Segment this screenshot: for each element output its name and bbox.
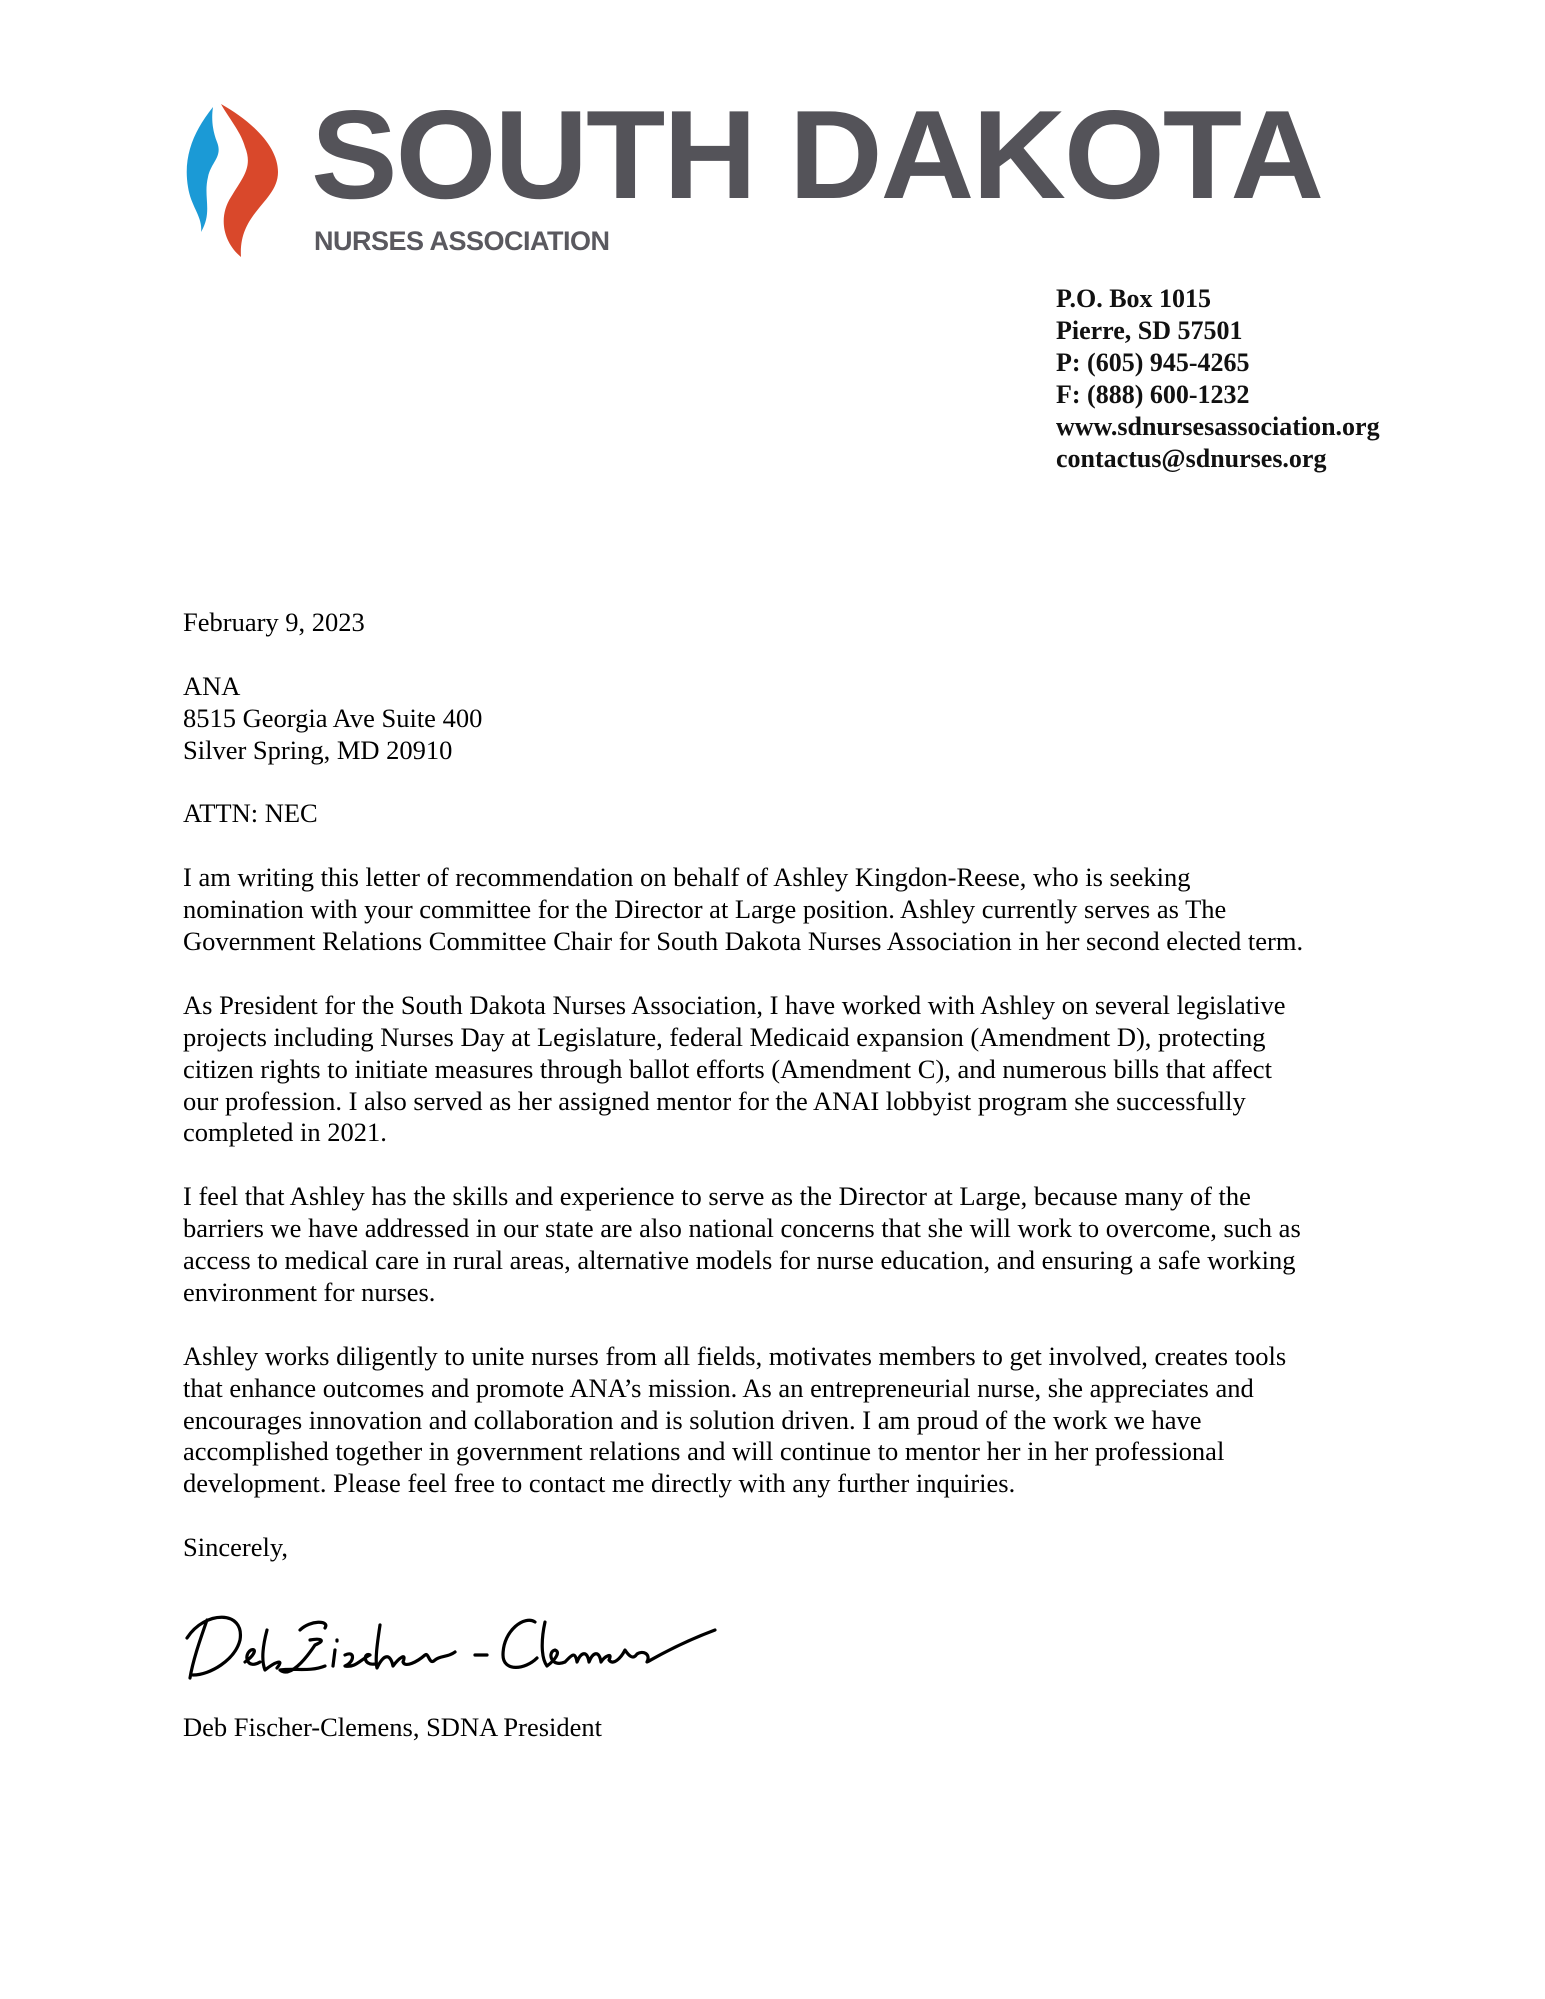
recipient-city: Silver Spring, MD 20910 (183, 734, 453, 765)
handwritten-signature (185, 1600, 725, 1690)
text-line: development. Please feel free to contact me directly with any further inquiries. (183, 1468, 1016, 1499)
attn-line: ATTN: NEC (183, 798, 318, 829)
paragraph-3 (183, 1181, 1303, 1309)
address-fax: F: (888) 600-1232 (1056, 380, 1250, 409)
text-line: citizen rights to initiate measures through ballot efforts (Amendment C), and numerous bills that affect (183, 1053, 1272, 1084)
return-address (1056, 283, 1380, 475)
text-line: encourages innovation and collaboration and is solution driven. I am proud of the work we have (183, 1404, 1202, 1435)
text-line: Ashley works diligently to unite nurses from all fields, motivates members to get involved, creates tools (183, 1340, 1287, 1371)
logo-title: SOUTH DAKOTA (311, 84, 1323, 225)
address-phone: P: (605) 945-4265 (1056, 348, 1250, 377)
address-po-box: P.O. Box 1015 (1056, 284, 1212, 313)
text-line: access to medical care in rural areas, alternative models for nurse education, and ensuring a safe working (183, 1245, 1296, 1276)
text-line: nomination with your committee for the Director at Large position. Ashley currently serves as The (183, 894, 1227, 925)
flame-logo-icon (183, 102, 303, 262)
paragraph-2 (183, 990, 1303, 1150)
paragraph-4 (183, 1341, 1303, 1501)
logo-subtitle: NURSES ASSOCIATION (314, 226, 610, 256)
text-line: I am writing this letter of recommendation on behalf of Ashley Kingdon-Reese, who is seeking (183, 862, 1191, 893)
recipient-street: 8515 Georgia Ave Suite 400 (183, 702, 483, 733)
sdna-logo (183, 84, 1383, 260)
signer-name: Deb Fischer-Clemens, SDNA President (183, 1712, 603, 1742)
text-line: accomplished together in government relations and will continue to mentor her in her professional (183, 1436, 1225, 1467)
text-line: completed in 2021. (183, 1117, 387, 1148)
recipient-name: ANA (183, 670, 241, 701)
letter-date: February 9, 2023 (183, 607, 365, 637)
address-email: contactus@sdnurses.org (1056, 444, 1327, 473)
letter-body (183, 607, 1303, 1564)
text-line: I feel that Ashley has the skills and experience to serve as the Director at Large, because many of the (183, 1181, 1251, 1212)
text-line: barriers we have addressed in our state are also national concerns that she will work to overcome, such as (183, 1213, 1301, 1244)
text-line: As President for the South Dakota Nurses Association, I have worked with Ashley on several legislative (183, 989, 1286, 1020)
closing: Sincerely, (183, 1532, 288, 1563)
text-line: our profession. I also served as her assigned mentor for the ANAI lobbyist program she successfully (183, 1085, 1246, 1116)
paragraph-1 (183, 862, 1303, 958)
text-line: Government Relations Committee Chair for South Dakota Nurses Association in her second elected term. (183, 926, 1304, 957)
text-line: that enhance outcomes and promote ANA’s mission. As an entrepreneurial nurse, she appreciates and (183, 1372, 1254, 1403)
text-line: environment for nurses. (183, 1276, 436, 1307)
address-website: www.sdnursesassociation.org (1056, 412, 1380, 441)
text-line: projects including Nurses Day at Legislature, federal Medicaid expansion (Amendment D), protecting (183, 1021, 1266, 1052)
address-city: Pierre, SD 57501 (1056, 316, 1243, 345)
